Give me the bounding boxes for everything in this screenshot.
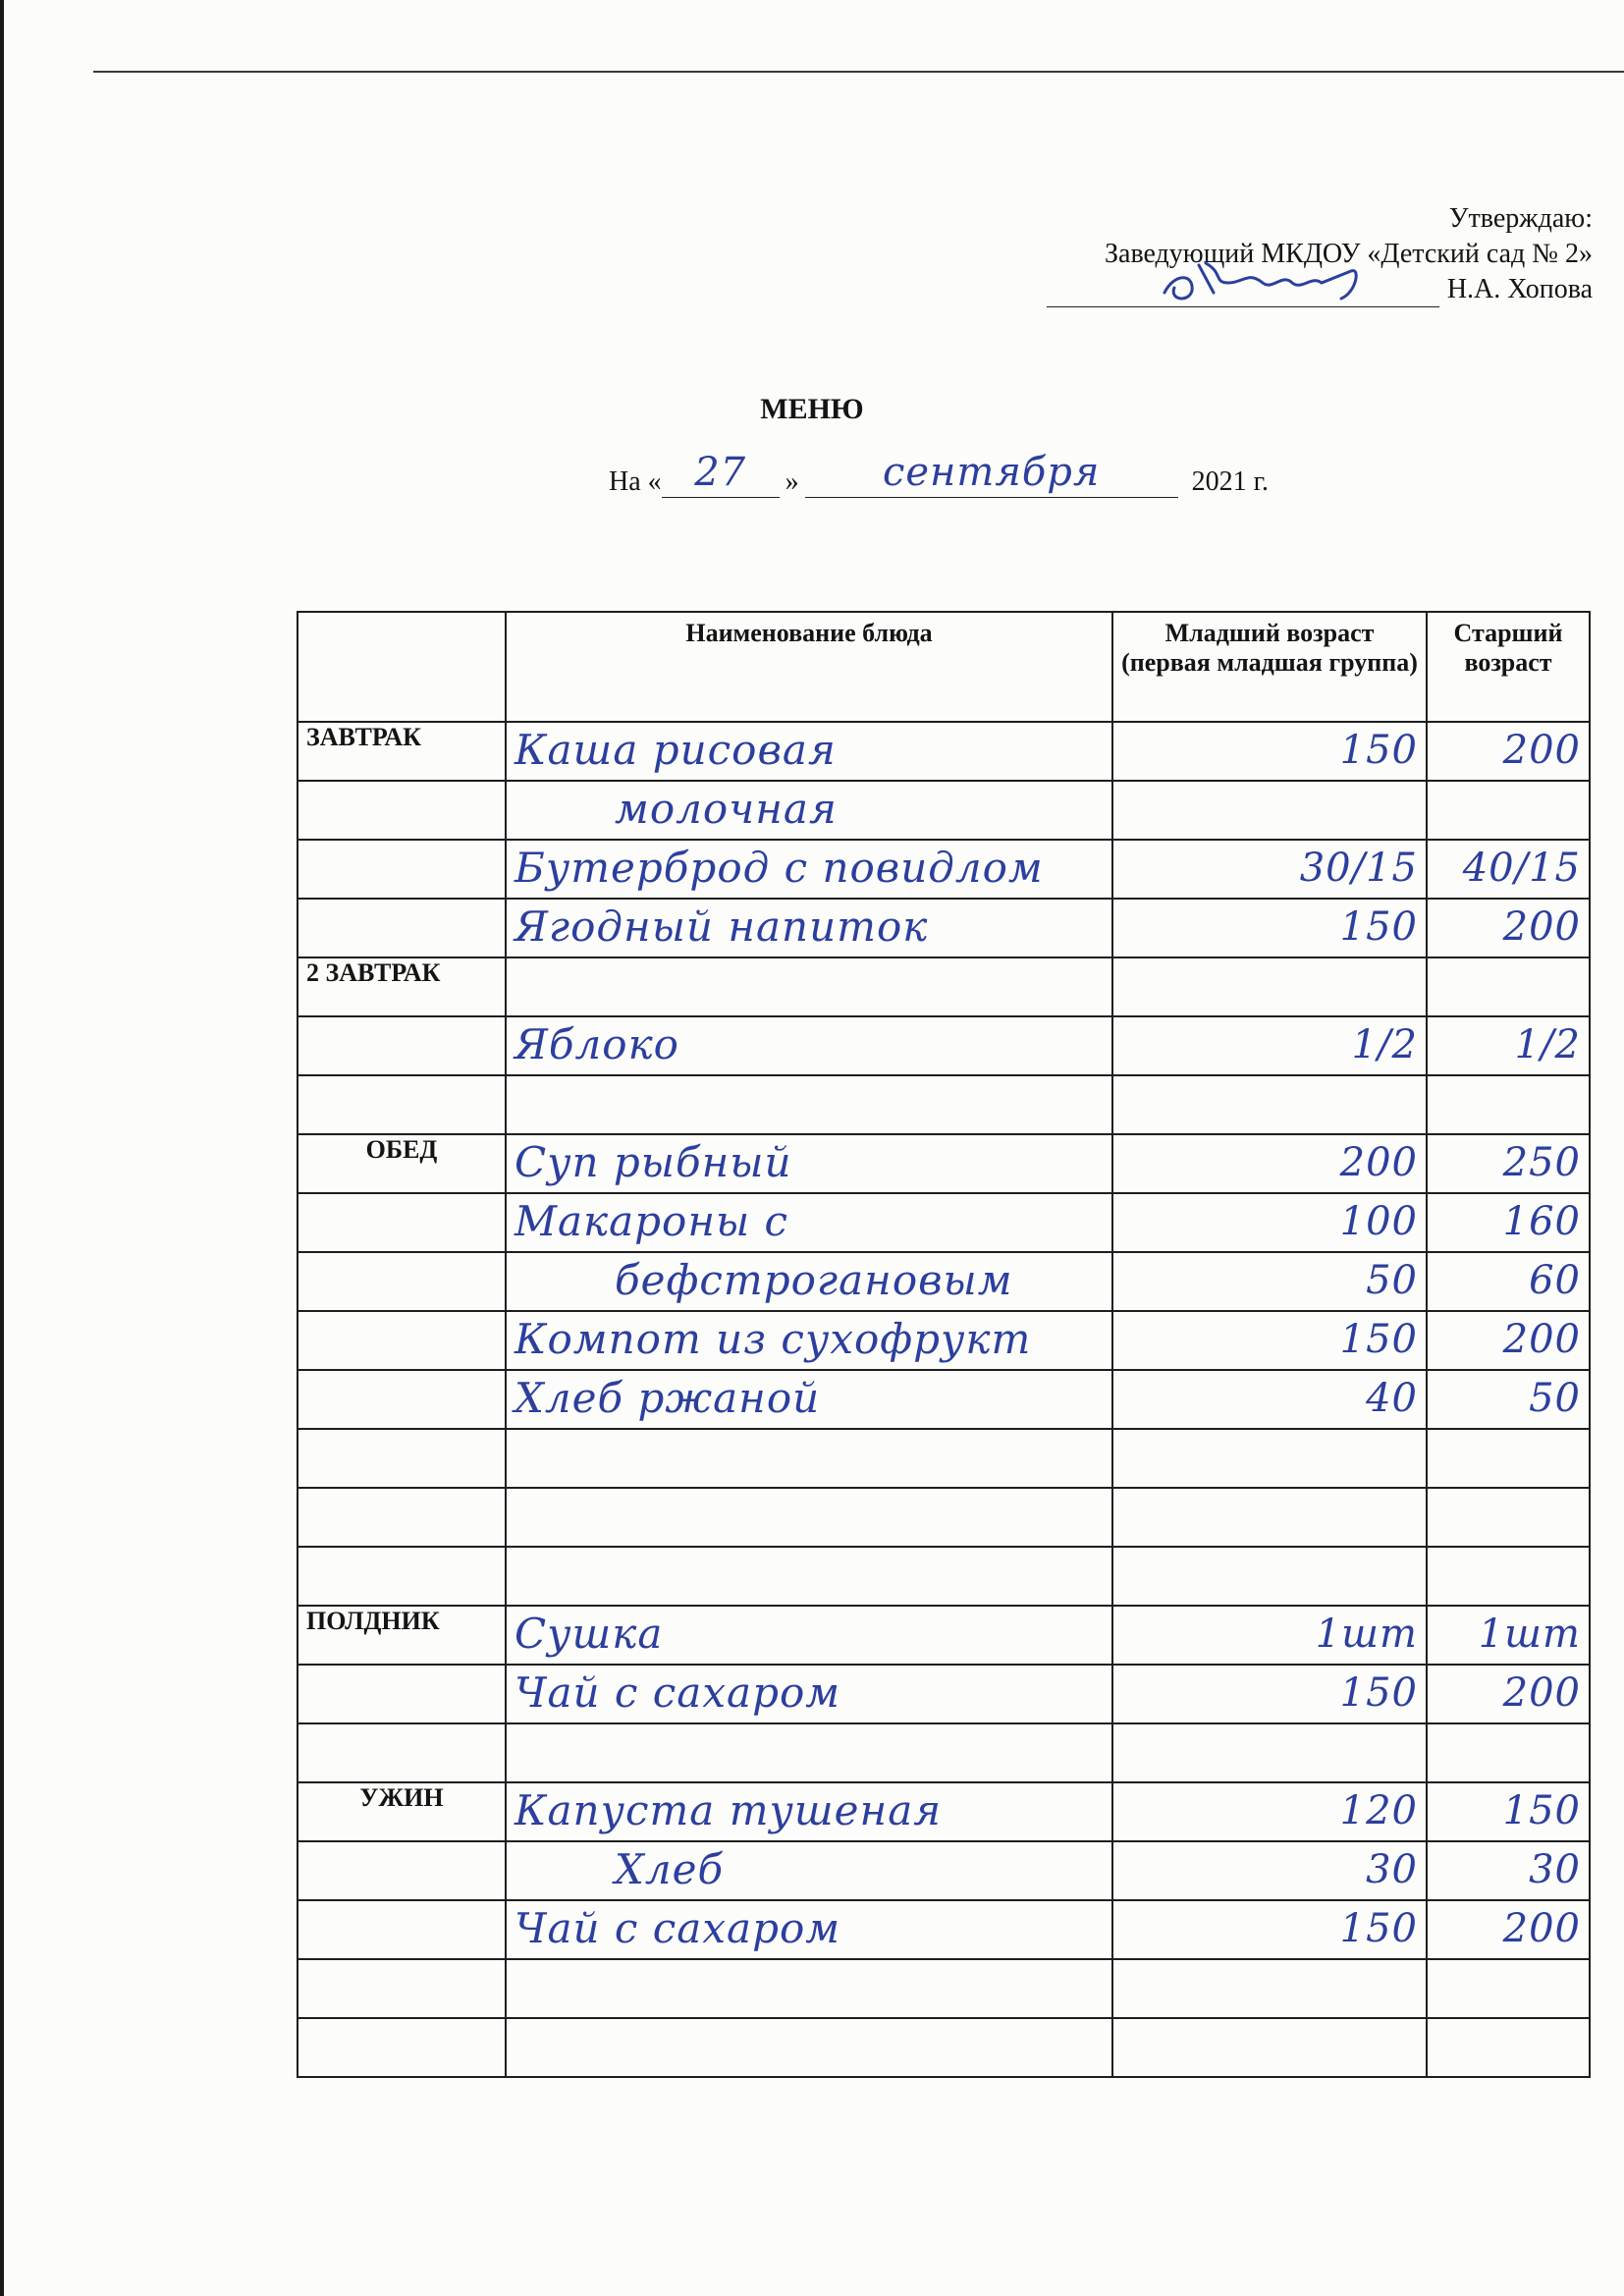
junior-portion-cell <box>1112 1723 1427 1782</box>
date-mid: » <box>785 466 799 497</box>
senior-portion-cell: 200 <box>1427 1665 1590 1723</box>
table-row <box>298 1016 1590 1075</box>
date-year: 2021 г. <box>1191 466 1269 497</box>
table-row <box>298 1252 1590 1311</box>
dish-cell: Чай с сахаром <box>506 1900 1112 1959</box>
header-senior: Старший возраст <box>1427 612 1590 722</box>
junior-portion-cell: 30/15 <box>1112 840 1427 899</box>
junior-portion-cell <box>1112 1547 1427 1606</box>
approval-heading: Утверждаю: <box>1448 203 1593 234</box>
junior-portion-cell: 120 <box>1112 1782 1427 1841</box>
dish-cell <box>506 1723 1112 1782</box>
header-meal <box>298 612 506 722</box>
senior-portion-cell <box>1427 957 1590 1016</box>
meal-cell: ОБЕД <box>298 1134 506 1193</box>
dish-cell: Компот из сухофрукт <box>506 1311 1112 1370</box>
table-row <box>298 840 1590 899</box>
approval-position: Заведующий МКДОУ «Детский сад № 2» <box>1104 239 1593 269</box>
senior-portion-cell: 160 <box>1427 1193 1590 1252</box>
senior-portion-cell <box>1427 1723 1590 1782</box>
meal-cell: 2 ЗАВТРАК <box>298 957 506 1016</box>
senior-portion-cell: 200 <box>1427 899 1590 957</box>
table-row <box>298 1488 1590 1547</box>
meal-cell <box>298 1252 506 1311</box>
meal-cell <box>298 1311 506 1370</box>
signature-blank <box>1047 279 1439 307</box>
dish-cell: Яблоко <box>506 1016 1112 1075</box>
table-row <box>298 781 1590 840</box>
table-row <box>298 899 1590 957</box>
meal-cell <box>298 1016 506 1075</box>
table-row <box>298 1900 1590 1959</box>
meal-cell <box>298 840 506 899</box>
signature-image <box>1155 253 1390 312</box>
senior-portion-cell <box>1427 1547 1590 1606</box>
table-row <box>298 1665 1590 1723</box>
table-row <box>298 2018 1590 2077</box>
dish-cell: Хлеб ржаной <box>506 1370 1112 1429</box>
meal-cell <box>298 1488 506 1547</box>
junior-portion-cell: 150 <box>1112 1900 1427 1959</box>
senior-portion-cell <box>1427 781 1590 840</box>
signer-name: Н.А. Хопова <box>1446 274 1593 304</box>
senior-portion-cell: 250 <box>1427 1134 1590 1193</box>
date-day: 27 <box>694 450 747 495</box>
senior-portion-cell: 200 <box>1427 722 1590 781</box>
dish-cell: Каша рисовая <box>506 722 1112 781</box>
table-row <box>298 1075 1590 1134</box>
meal-cell <box>298 1075 506 1134</box>
table-row <box>298 722 1590 781</box>
junior-portion-cell: 200 <box>1112 1134 1427 1193</box>
dish-cell: Бутерброд с повидлом <box>506 840 1112 899</box>
menu-table <box>297 611 1591 2078</box>
junior-portion-cell <box>1112 1429 1427 1488</box>
dish-cell: Суп рыбный <box>506 1134 1112 1193</box>
meal-cell <box>298 1900 506 1959</box>
senior-portion-cell: 150 <box>1427 1782 1590 1841</box>
document-title: МЕНЮ <box>760 393 864 425</box>
dish-cell <box>506 2018 1112 2077</box>
menu-body <box>298 722 1590 2077</box>
senior-portion-cell: 60 <box>1427 1252 1590 1311</box>
senior-portion-cell <box>1427 1429 1590 1488</box>
junior-portion-cell: 40 <box>1112 1370 1427 1429</box>
dish-cell: Макароны с <box>506 1193 1112 1252</box>
meal-cell: ПОЛДНИК <box>298 1606 506 1665</box>
dish-cell <box>506 957 1112 1016</box>
table-row <box>298 1606 1590 1665</box>
header-dish: Наименование блюда <box>506 612 1112 722</box>
junior-portion-cell <box>1112 781 1427 840</box>
junior-portion-cell <box>1112 2018 1427 2077</box>
day-blank <box>662 450 780 498</box>
junior-portion-cell: 100 <box>1112 1193 1427 1252</box>
junior-portion-cell: 150 <box>1112 722 1427 781</box>
table-row <box>298 957 1590 1016</box>
junior-portion-cell: 150 <box>1112 899 1427 957</box>
dish-cell: Ягодный напиток <box>506 899 1112 957</box>
approval-block <box>846 201 1593 307</box>
table-row <box>298 1311 1590 1370</box>
meal-cell <box>298 1370 506 1429</box>
junior-portion-cell <box>1112 1075 1427 1134</box>
date-month: сентября <box>882 450 1101 495</box>
junior-portion-cell: 50 <box>1112 1252 1427 1311</box>
meal-cell <box>298 1547 506 1606</box>
junior-portion-cell: 30 <box>1112 1841 1427 1900</box>
dish-cell <box>506 1075 1112 1134</box>
table-row <box>298 1429 1590 1488</box>
header-row <box>298 612 1590 722</box>
dish-cell: Хлеб <box>506 1841 1112 1900</box>
senior-portion-cell: 30 <box>1427 1841 1590 1900</box>
junior-portion-cell <box>1112 957 1427 1016</box>
senior-portion-cell: 40/15 <box>1427 840 1590 899</box>
meal-cell <box>298 1665 506 1723</box>
junior-portion-cell <box>1112 1488 1427 1547</box>
table-row <box>298 1959 1590 2018</box>
dish-cell: бефстрогановым <box>506 1252 1112 1311</box>
senior-portion-cell: 200 <box>1427 1311 1590 1370</box>
scan-left-edge <box>0 0 4 2296</box>
table-row <box>298 1193 1590 1252</box>
junior-portion-cell: 150 <box>1112 1665 1427 1723</box>
table-row <box>298 1547 1590 1606</box>
dish-cell <box>506 1547 1112 1606</box>
meal-cell <box>298 1429 506 1488</box>
header-junior: Младший возраст (первая младшая группа) <box>1112 612 1427 722</box>
table-row <box>298 1370 1590 1429</box>
table-row <box>298 1841 1590 1900</box>
junior-portion-cell: 150 <box>1112 1311 1427 1370</box>
meal-cell <box>298 1841 506 1900</box>
meal-cell <box>298 2018 506 2077</box>
dish-cell: Чай с сахаром <box>506 1665 1112 1723</box>
date-prefix: На « <box>609 466 662 497</box>
dish-cell: Капуста тушеная <box>506 1782 1112 1841</box>
table-row <box>298 1782 1590 1841</box>
meal-cell <box>298 1723 506 1782</box>
meal-cell <box>298 1193 506 1252</box>
meal-cell: ЗАВТРАК <box>298 722 506 781</box>
senior-portion-cell: 200 <box>1427 1900 1590 1959</box>
senior-portion-cell: 50 <box>1427 1370 1590 1429</box>
junior-portion-cell <box>1112 1959 1427 2018</box>
table-row <box>298 1723 1590 1782</box>
dish-cell <box>506 1488 1112 1547</box>
senior-portion-cell <box>1427 1959 1590 2018</box>
meal-cell <box>298 781 506 840</box>
dish-cell: молочная <box>506 781 1112 840</box>
meal-cell: УЖИН <box>298 1782 506 1841</box>
senior-portion-cell <box>1427 1075 1590 1134</box>
table-row <box>298 1134 1590 1193</box>
signature-line <box>846 272 1593 307</box>
senior-portion-cell: 1/2 <box>1427 1016 1590 1075</box>
month-blank <box>805 450 1178 498</box>
senior-portion-cell: 1шт <box>1427 1606 1590 1665</box>
junior-portion-cell: 1/2 <box>1112 1016 1427 1075</box>
dish-cell <box>506 1959 1112 2018</box>
dish-cell: Сушка <box>506 1606 1112 1665</box>
meal-cell <box>298 899 506 957</box>
top-rule <box>93 71 1624 73</box>
date-line <box>609 450 1269 498</box>
junior-portion-cell: 1шт <box>1112 1606 1427 1665</box>
senior-portion-cell <box>1427 2018 1590 2077</box>
dish-cell <box>506 1429 1112 1488</box>
senior-portion-cell <box>1427 1488 1590 1547</box>
meal-cell <box>298 1959 506 2018</box>
